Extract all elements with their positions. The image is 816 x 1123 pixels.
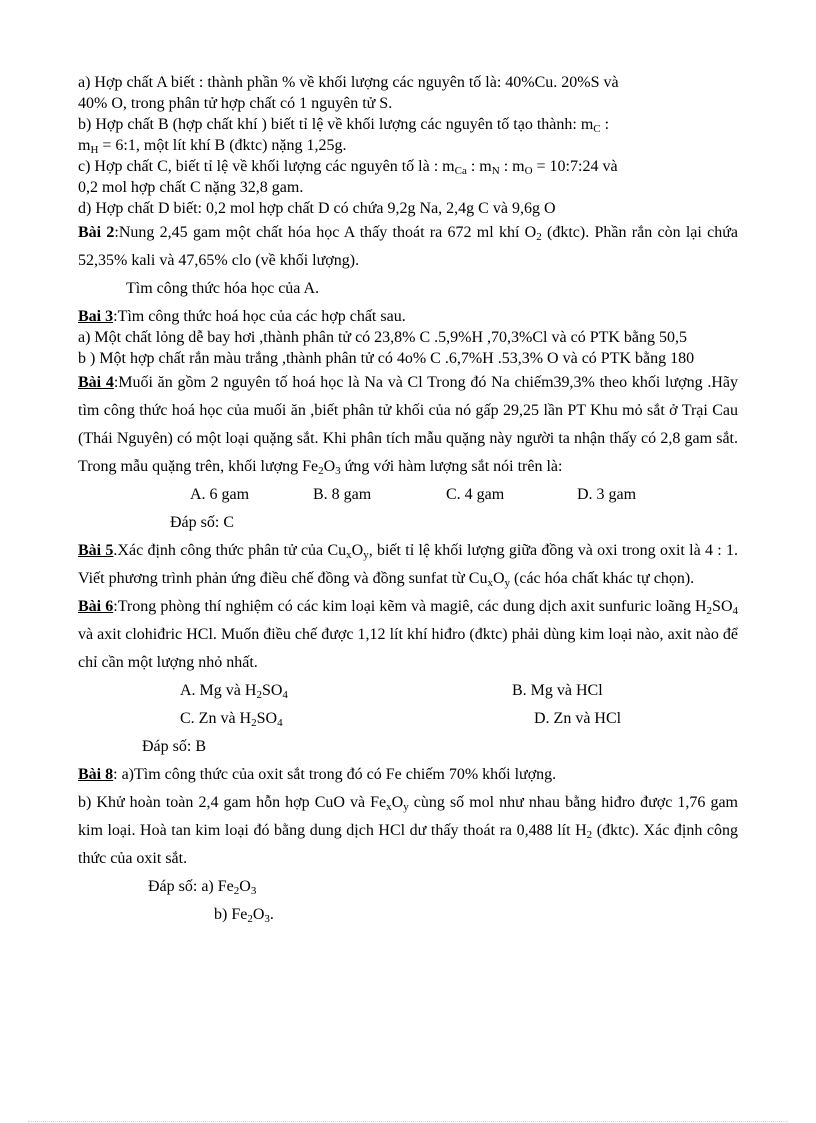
formula-part: O [323, 458, 336, 475]
part-b-m: m [78, 137, 91, 154]
sub: 4 [277, 717, 283, 729]
formula-part: O [351, 542, 364, 559]
exercise-8-text: : a)Tìm công thức của oxit sắt trong đó có Fe chiếm 70% khối lượng. [113, 766, 557, 783]
sub: 3 [335, 465, 341, 477]
sub: y [504, 577, 511, 589]
sub: 2 [247, 913, 253, 925]
choice-d: D. Zn và HCl [534, 710, 622, 727]
sub: 2 [706, 605, 713, 617]
exercise-4-label: Bài 4 [78, 374, 114, 391]
exercise-8-b-text-cont: cùng số mol như nhau bằng hiđro được 1,76 gam kim loại. Hoà tan kim loại đó bằng dung dịch HCl dư thấy thoát ra 0,488 lít H [78, 794, 738, 839]
part-c-line2: 0,2 mol hợp chất C nặng 32,8 gam. [78, 179, 304, 196]
exercise-5-text-end: (các hóa chất khác tự chọn). [510, 570, 695, 587]
formula-part: SO [261, 682, 283, 699]
exercise-2 [78, 219, 738, 275]
exercise-5-text: .Xác định công thức phân tử của Cu [113, 542, 347, 559]
choice-b: B. Mg và HCl [512, 682, 603, 699]
sub: x [386, 801, 392, 813]
part-c-text: c) Hợp chất C, biết tỉ lệ về khối lượng các nguyên tố là : m [78, 158, 455, 175]
choice-c-text: C. Zn và H [180, 710, 252, 727]
sub: 4 [282, 689, 288, 701]
choice-d: D. 3 gam [577, 486, 637, 503]
exercise-4-text: :Muối ăn gồm 2 nguyên tố hoá học là Na và Cl Trong đó Na chiếm39,3% theo khối lượng .Hãy tìm công thức hoá học của muối ăn ,biết phân tử khối của nó gấp 29,25 lần PT Khu mỏ sắt ở Trại Cau (Thái Nguyên) có một loại quặng sắt. Khi phân tích mẫu quặng này người ta nhận thấy có 2,8 gam sắt. Trong mẫu quặng trên, khối lượng Fe [78, 374, 738, 475]
exercise-3-title: :Tìm công thức hoá học của các hợp chất sau. [113, 308, 406, 325]
sub: 2 [256, 689, 262, 701]
exercise-6-text-cont: và axit clohiđric HCl. Muốn điều chế được 1,12 lít khí hiđro (đktc) phải dùng kim loại nào, axit nào để chỉ cần một lượng nhỏ nhất. [78, 626, 738, 671]
exercise-4-choices [78, 481, 738, 509]
sub: 3 [250, 885, 257, 897]
sub: 2 [536, 231, 542, 243]
sub: O [524, 165, 533, 177]
sub: 4 [732, 605, 738, 617]
exercise-2-text-cont: (đktc). Phần rắn còn lại chứa 52,35% kali và 47,65% clo (về khối lượng). [78, 224, 739, 269]
formula-part: SO [712, 598, 733, 615]
sub: H [90, 144, 99, 156]
choice-a: A. 6 gam [190, 486, 250, 503]
formula-part: SO [256, 710, 278, 727]
exercise-6-choices-row1 [78, 677, 738, 705]
exercise-3-b: b ) Một hợp chất rắn màu trắng ,thành phân tử có 4o% C .6,7%H .53,3% O và có PTK bằng 180 [78, 350, 695, 367]
sub: x [346, 549, 352, 561]
choice-a [180, 677, 288, 705]
exercise-2-text: :Nung 2,45 gam một chất hóa học A thấy thoát ra 672 ml khí O [114, 224, 537, 241]
sub: C [593, 123, 601, 135]
exercise-5-text-cont: , biết tỉ lệ khối lượng giữa đồng và oxi trong oxit là 4 : 1. Viết phương trình phản ứng điều chế đồng và đồng sunfat từ Cu [78, 542, 739, 587]
sub: 2 [233, 885, 240, 897]
sub: 3 [264, 913, 270, 925]
formula-part: O [391, 794, 404, 811]
choice-c: C. 4 gam [446, 486, 505, 503]
sub: N [491, 165, 500, 177]
sub: Ca [454, 165, 467, 177]
choice-b: B. 8 gam [313, 486, 372, 503]
part-b-text: b) Hợp chất B (hợp chất khí ) biết tỉ lệ về khối lượng các nguyên tố tạo thành: m [78, 116, 594, 133]
sub: y [403, 801, 409, 813]
part-b-tail: = 6:1, một lít khí B (đktc) nặng 1,25g. [98, 137, 347, 154]
exercise-8 [78, 761, 738, 789]
exercise-8-answer-b [78, 901, 738, 929]
exercise-8-b-text: b) Khử hoàn toàn 2,4 gam hỗn hợp CuO và Fe [78, 794, 387, 811]
exercise-3-label: Bai 3 [78, 308, 114, 325]
exercise-5 [78, 537, 738, 593]
exercise-8-b [78, 789, 738, 873]
part-b-colon: : [600, 116, 610, 133]
exercise-6-choices-row2 [78, 705, 738, 733]
choice-a-text: A. Mg và H [180, 682, 257, 699]
exercise-2-label: Bài 2 [78, 224, 115, 241]
sub: 2 [251, 717, 257, 729]
exercise-4 [78, 369, 738, 481]
formula-part: O [492, 570, 505, 587]
exercise-2-question: Tìm công thức hóa học của A. [126, 280, 320, 297]
sub: y [363, 549, 369, 561]
answer-b-tail: . [269, 906, 274, 923]
part-c-tail: = 10:7:24 và [532, 158, 618, 175]
exercise-5-label: Bài 5 [78, 542, 114, 559]
formula-part: O [252, 906, 265, 923]
exercise-3-a: a) Một chất lỏng dễ bay hơi ,thành phân tử có 23,8% C .5,9%H ,70,3%Cl và có PTK bằng 50,5 [78, 329, 688, 346]
part-c-m: : m [499, 158, 525, 175]
exercise-4-answer: Đáp số: C [170, 514, 234, 531]
exercise-6 [78, 593, 738, 677]
exercise-8-b-text-end: (đktc). Xác định công thức của oxit sắt. [78, 822, 738, 867]
part-a [78, 72, 738, 114]
exercise-6-answer: Đáp số: B [142, 738, 206, 755]
exercise-6-label: Bài 6 [78, 598, 114, 615]
exercise-6-text: :Trong phòng thí nghiệm có các kim loại kẽm và magiê, các dung dịch axit sunfuric loãng H [113, 598, 707, 615]
part-a-line2: 40% O, trong phân tử hợp chất có 1 nguyên tử S. [78, 95, 393, 112]
sub: x [487, 577, 493, 589]
part-c-m: : m [466, 158, 492, 175]
answer-b-text: b) Fe [214, 906, 248, 923]
part-b [78, 114, 738, 156]
part-d: d) Hợp chất D biết: 0,2 mol hợp chất D có chứa 9,2g Na, 2,4g C và 9,6g O [78, 200, 556, 217]
exercise-4-text-cont: ứng với hàm lượng sắt nói trên là: [340, 458, 563, 475]
sub: 2 [586, 829, 593, 841]
part-c [78, 156, 738, 198]
document-page [78, 72, 738, 929]
part-a-line1: a) Hợp chất A biết : thành phần % về khối lượng các nguyên tố là: 40%Cu. 20%S và [78, 74, 619, 91]
choice-c [180, 705, 283, 733]
answer-a-text: Đáp số: a) Fe [148, 878, 234, 895]
sub: 2 [318, 465, 324, 477]
exercise-3 [78, 306, 738, 327]
formula-part: O [239, 878, 251, 895]
exercise-8-answer-a [78, 873, 738, 901]
exercise-8-label: Bài 8 [78, 766, 114, 783]
